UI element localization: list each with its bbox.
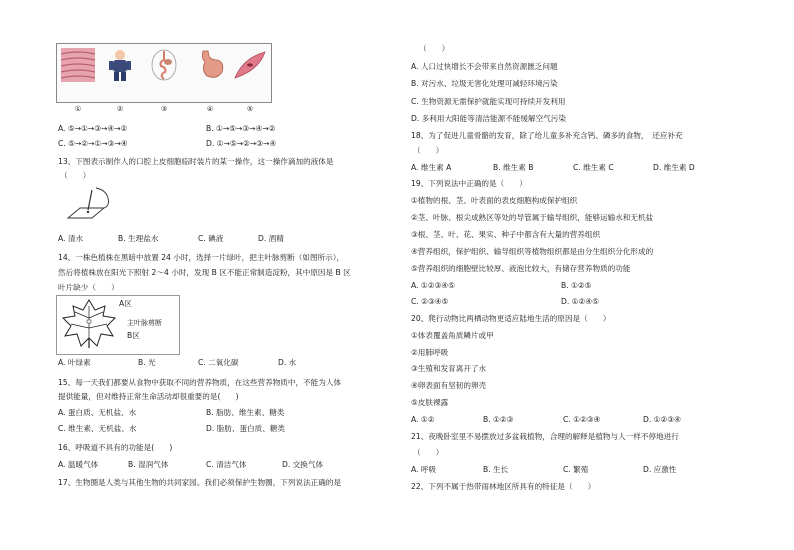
q19-item-2: ②茎、叶脉、根尖成熟区等处的导管属于输导组织，能够运输水和无机盐: [411, 213, 654, 222]
q20-item-4: ④卵表面有坚韧的卵壳: [411, 381, 487, 390]
option-18-b: B. 维生素 B: [493, 163, 534, 172]
option-20-d: D. ①②③④: [643, 415, 681, 424]
leaf-label-b: B区: [127, 331, 140, 340]
question-18-paren: （ ）: [413, 146, 444, 155]
question-17-paren: （ ）: [419, 44, 450, 53]
question-22: 22、下列不属于热带雨林地区所具有的特征是（ ）: [411, 482, 596, 491]
stomach-image: [193, 48, 227, 82]
question-16: 16、呼吸道不具有的功能是( ): [58, 443, 173, 452]
option-16-d: D. 交换气体: [282, 460, 324, 469]
fig-label-4: ④: [206, 105, 214, 113]
question-20: 20、爬行动物比两栖动物更适应陆地生活的原因是（ ）: [411, 314, 611, 323]
option-13-c: C. 碘液: [198, 234, 224, 243]
option-prev-b: B. ①→⑤→③→④→②: [206, 124, 276, 133]
question-21-paren: （ ）: [413, 448, 444, 457]
option-17-d: D. 多利用大阳能等清洁能源不能缓解空气污染: [411, 114, 566, 123]
q19-item-5: ⑤营养组织的细胞壁比较厚、液泡比较大，有储存营养物质的功能: [411, 264, 631, 273]
option-15-d: D. 脂肪、蛋白质、糖类: [206, 424, 286, 433]
option-16-c: C. 清洁气体: [206, 460, 247, 469]
question-15-line2: 提供能量，但对维持正常生命活动却很重要的是( ): [58, 392, 239, 401]
q19-item-3: ③根、茎、叶、花、果实、种子中都含有大量的营养组织: [411, 230, 601, 239]
q19-item-4: ④营养组织，保护组织、输导组织等植物组织都是由分生组织分化形成的: [411, 247, 654, 256]
question-21: 21、夜晚卧室里不易摆放过多盆栽植物，合理的解释是植物与人一样不停地进行: [411, 432, 679, 441]
option-20-c: C. ①②③④: [563, 415, 601, 424]
q20-item-3: ③生殖和发育离开了水: [411, 364, 487, 373]
dropper-figure: [62, 184, 122, 226]
leaf-label-cut: 主叶脉剪断: [127, 319, 162, 327]
option-14-a: A. 叶绿素: [58, 358, 91, 367]
question-14-line2: 然后将植株放在阳光下照射 2～4 小时，发现 B 区不能正常制造淀粉，其中原因是 B 区: [58, 268, 351, 277]
option-18-c: C. 维生素 C: [573, 163, 614, 172]
option-13-b: B. 生理盐水: [118, 234, 159, 243]
option-13-a: A. 清水: [58, 234, 84, 243]
question-14-line1: 14、一株色植株在黑暗中放置 24 小时，选择一片绿叶，把主叶脉剪断（如图所示），: [58, 253, 345, 262]
fig-label-1: ①: [74, 105, 82, 113]
option-21-c: C. 繁殖: [563, 465, 589, 474]
question-18: 18、为了促进儿童骨骼的发育，除了给儿童多补充含钙、磷多的食物， 还应补充: [411, 131, 683, 140]
option-prev-a: A. ⑤→①→③→④→②: [58, 124, 128, 133]
question-19: 19、下列说法中正确的是（ ）: [411, 179, 527, 188]
option-14-c: C. 二氧化碳: [198, 358, 239, 367]
leaf-label-a: A区: [119, 299, 132, 308]
q20-item-1: ①体表覆盖角质鳞片或甲: [411, 331, 494, 340]
option-18-d: D. 维生素 D: [653, 163, 695, 172]
option-prev-d: D. ①→⑤→②→③→④: [206, 139, 277, 148]
question-17: 17、生物圈是人类与其他生物的共同家园。我们必须保护生物圈，下列说法正确的是: [58, 478, 342, 487]
q20-item-2: ②用肺呼吸: [411, 348, 449, 357]
option-21-d: D. 应激性: [643, 465, 677, 474]
question-14-line3: 叶片缺少（ ）: [58, 283, 119, 292]
fig-label-2: ②: [116, 105, 124, 113]
human-body-image: [103, 48, 137, 82]
option-15-c: C. 维生素、无机盐、水: [58, 424, 137, 433]
tissue-image: [61, 48, 95, 82]
option-20-b: B. ①②③: [483, 415, 514, 424]
fig-label-3: ③: [160, 105, 168, 113]
digestive-system-image: [147, 48, 181, 82]
option-prev-c: C. ⑤→②→①→③→④: [58, 139, 128, 148]
option-19-b: B. ①②⑤: [561, 281, 592, 290]
option-19-d: D. ①②④⑤: [561, 297, 599, 306]
option-18-a: A. 维生素 A: [411, 163, 452, 172]
option-15-b: B. 脂肪、维生素、糖类: [206, 408, 285, 417]
question-13-paren: （ ）: [60, 171, 91, 180]
option-19-c: C. ②③④⑤: [411, 297, 449, 306]
option-17-c: C. 生物资源无需保护就能实现可持续开发利用: [411, 97, 566, 106]
question-15-line1: 15、每一天我们都要从食物中获取不同的营养物质，在这些营养物质中，不能为人体: [58, 378, 342, 387]
q19-item-1: ①植物的根、茎、叶表面的表皮细胞构成保护组织: [411, 196, 578, 205]
option-17-a: A. 人口过快增长不会带来自然资源匮乏问题: [411, 62, 558, 71]
option-16-a: A. 温暖气体: [58, 460, 99, 469]
option-14-d: D. 水: [278, 358, 297, 367]
organism-level-figure: [56, 43, 272, 113]
option-14-b: B. 光: [138, 358, 156, 367]
q20-item-5: ⑤皮肤裸露: [411, 398, 449, 407]
option-20-a: A. ①②: [411, 415, 435, 424]
option-21-a: A. 呼吸: [411, 465, 437, 474]
option-15-a: A. 蛋白质、无机盐、水: [58, 408, 137, 417]
option-21-b: B. 生长: [483, 465, 509, 474]
leaf-figure: [56, 295, 180, 355]
question-13: 13、下图表示制作人的口腔上皮细胞临时装片的某一操作，这一操作滴加的液体是: [58, 157, 334, 166]
leaf-icon: [59, 298, 119, 350]
muscle-cell-image: [233, 48, 267, 82]
option-13-d: D. 酒精: [258, 234, 284, 243]
option-16-b: B. 湿润气体: [128, 460, 169, 469]
option-17-b: B. 对污水、垃圾无害化处理可减轻环境污染: [411, 79, 558, 88]
option-19-a: A. ①②③④⑤: [411, 281, 455, 290]
fig-label-5: ⑤: [246, 105, 254, 113]
